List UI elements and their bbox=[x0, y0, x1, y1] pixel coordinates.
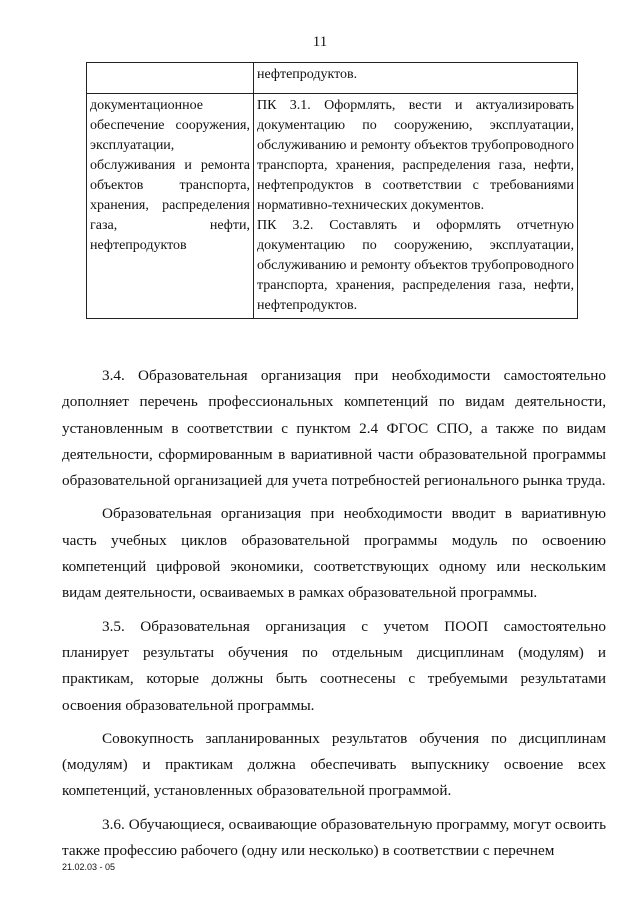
body-text bbox=[62, 363, 606, 871]
paragraph-results: Совокупность запланированных результатов обучения по дисциплинам (модулям) и практикам должна обеспечивать выпускнику освоение всех компетенций, установленных образовательной программой. bbox=[62, 729, 606, 800]
footer-code: 21.02.03 - 05 bbox=[62, 862, 116, 872]
page-number: 11 bbox=[312, 34, 328, 50]
paragraph-3-5: 3.5. Образовательная организация с учетом ПООП самостоятельно планирует результаты обучения по отдельным дисциплинам (модулям) и практикам, которые должны быть соотнесены с требуемыми результатами освоения образовательной программы. bbox=[62, 617, 606, 714]
paragraph-3-4: 3.4. Образовательная организация при необходимости самостоятельно дополняет перечень профессиональных компетенций по видам деятельности, установленным в соответствии с пунктом 2.4 ФГОС СПО, а также по видам деятельности, сформированным в вариативной части образовательной программы образовательной организацией для учета потребностей регионального рынка труда. bbox=[62, 367, 606, 490]
competency-cell bbox=[254, 63, 578, 94]
competency-pk-3-2: ПК 3.2. Составлять и оформлять отчетную документацию по сооружению, эксплуатации, обслуживанию и ремонту объектов трубопроводного транспорта, хранения, распределения газа, нефти, нефтепродуктов. bbox=[257, 218, 574, 313]
competency-text: нефтепродуктов. bbox=[257, 67, 358, 82]
activity-cell: документационное обеспечение сооружения, эксплуатации, обслуживания и ремонта объектов транспорта, хранения, распределения газа, нефти, нефтепродуктов bbox=[87, 94, 254, 319]
competency-pk-3-1: ПК 3.1. Оформлять, вести и актуализировать документацию по сооружению, эксплуатации, обслуживанию и ремонту объектов трубопроводного транспорта, хранения, распределения газа, нефти, нефтепродуктов в соответствии с требованиями нормативно-технических документов. bbox=[257, 98, 574, 213]
competency-table bbox=[86, 62, 578, 319]
activity-cell bbox=[87, 63, 254, 94]
paragraph-3-6: 3.6. Обучающиеся, осваивающие образовательную программу, могут освоить также профессию рабочего (одну или несколько) в соответствии с перечнем bbox=[62, 815, 606, 860]
paragraph-variative: Образовательная организация при необходимости вводит в вариативную часть учебных циклов образовательной программы модуль по освоению компетенций цифровой экономики, соответствующих одному или нескольким видам деятельности, осваиваемых в рамках образовательной программы. bbox=[62, 505, 606, 602]
table-row bbox=[87, 94, 578, 319]
competency-cell bbox=[254, 94, 578, 319]
table-row bbox=[87, 63, 578, 94]
